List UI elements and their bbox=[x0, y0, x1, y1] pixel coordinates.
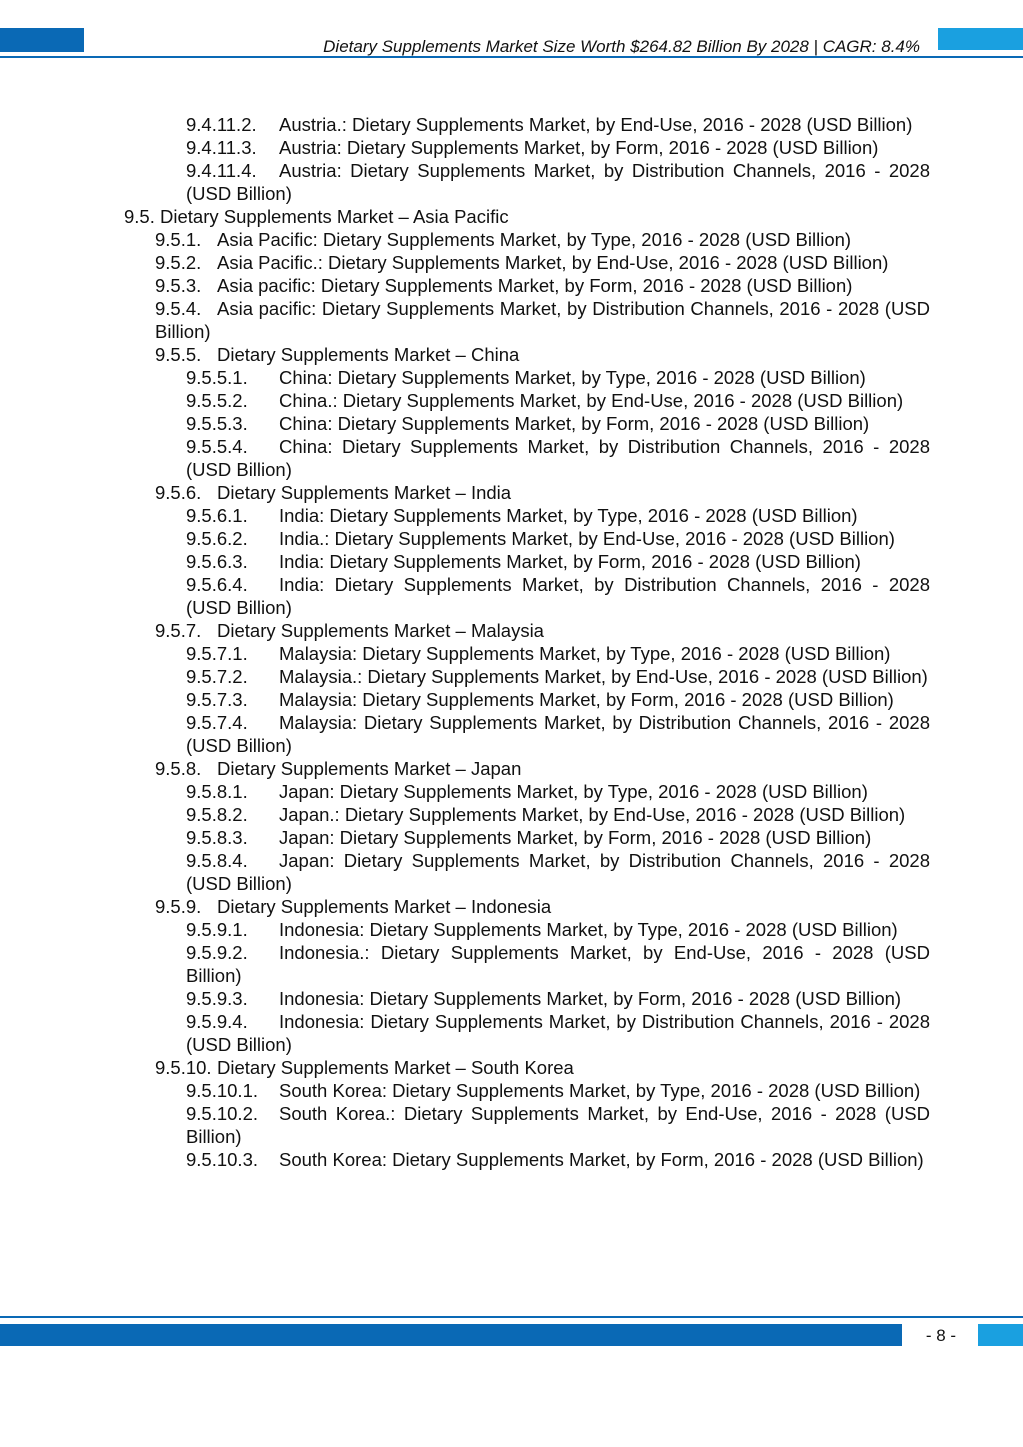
toc-entry bbox=[186, 1079, 930, 1102]
toc-entry-text: Austria: Dietary Supplements Market, by Distribution Channels, 2016 - 2028 (USD Billion) bbox=[186, 160, 930, 204]
toc-entry-text: Dietary Supplements Market – Malaysia bbox=[217, 620, 544, 641]
toc-entry-number: 9.5.9.1. bbox=[186, 919, 248, 940]
toc-entry bbox=[155, 481, 930, 504]
toc-entry-number: 9.5.2. bbox=[155, 252, 202, 273]
table-of-contents bbox=[0, 113, 1023, 1171]
toc-entry-text: China: Dietary Supplements Market, by Form, 2016 - 2028 (USD Billion) bbox=[279, 413, 870, 434]
toc-entry-number: 9.5.5. bbox=[155, 344, 202, 365]
toc-entry-number: 9.5.1. bbox=[155, 229, 202, 250]
toc-entry-number: 9.5.8. bbox=[155, 758, 202, 779]
toc-entry-text: South Korea.: Dietary Supplements Market, by End-Use, 2016 - 2028 (USD Billion) bbox=[186, 1103, 930, 1147]
toc-entry bbox=[186, 435, 930, 481]
toc-entry bbox=[186, 1010, 930, 1056]
toc-entry-text: Asia Pacific: Dietary Supplements Market, by Type, 2016 - 2028 (USD Billion) bbox=[217, 229, 852, 250]
toc-entry bbox=[186, 711, 930, 757]
toc-entry-text: Japan: Dietary Supplements Market, by Form, 2016 - 2028 (USD Billion) bbox=[279, 827, 872, 848]
toc-entry-text: Indonesia.: Dietary Supplements Market, by End-Use, 2016 - 2028 (USD Billion) bbox=[186, 942, 930, 986]
toc-entry-number: 9.5.9.4. bbox=[186, 1011, 248, 1032]
toc-entry-text: Austria: Dietary Supplements Market, by Form, 2016 - 2028 (USD Billion) bbox=[279, 137, 879, 158]
toc-entry-number: 9.5. bbox=[124, 206, 155, 227]
toc-entry bbox=[186, 113, 930, 136]
footer-rule bbox=[0, 1316, 1023, 1318]
toc-entry-text: Dietary Supplements Market – Asia Pacific bbox=[160, 206, 509, 227]
toc-entry bbox=[186, 918, 930, 941]
toc-entry-number: 9.4.11.2. bbox=[186, 114, 257, 135]
toc-entry-number: 9.4.11.4. bbox=[186, 160, 257, 181]
toc-entry-text: China.: Dietary Supplements Market, by End-Use, 2016 - 2028 (USD Billion) bbox=[279, 390, 904, 411]
toc-entry-text: China: Dietary Supplements Market, by Distribution Channels, 2016 - 2028 (USD Billion) bbox=[186, 436, 930, 480]
toc-entry-number: 9.5.8.2. bbox=[186, 804, 248, 825]
toc-entry bbox=[155, 1056, 930, 1079]
toc-entry-number: 9.5.10.2. bbox=[186, 1103, 259, 1124]
toc-entry-text: India.: Dietary Supplements Market, by End-Use, 2016 - 2028 (USD Billion) bbox=[279, 528, 895, 549]
toc-entry-text: Japan: Dietary Supplements Market, by Type, 2016 - 2028 (USD Billion) bbox=[279, 781, 868, 802]
toc-entry bbox=[186, 1102, 930, 1148]
toc-entry-number: 9.5.6.4. bbox=[186, 574, 248, 595]
header-accent-block-left bbox=[0, 28, 84, 52]
toc-entry-text: Malaysia: Dietary Supplements Market, by Distribution Channels, 2016 - 2028 (USD Billion) bbox=[186, 712, 930, 756]
toc-entry bbox=[155, 274, 930, 297]
toc-entry-text: Dietary Supplements Market – South Korea bbox=[217, 1057, 574, 1078]
toc-entry bbox=[186, 550, 930, 573]
toc-entry bbox=[186, 159, 930, 205]
toc-entry-number: 9.5.8.1. bbox=[186, 781, 248, 802]
toc-entry-number: 9.5.9. bbox=[155, 896, 202, 917]
header-rule bbox=[0, 56, 1023, 58]
toc-entry bbox=[186, 688, 930, 711]
toc-entry-text: Asia Pacific.: Dietary Supplements Market, by End-Use, 2016 - 2028 (USD Billion) bbox=[217, 252, 889, 273]
toc-entry-text: Austria.: Dietary Supplements Market, by End-Use, 2016 - 2028 (USD Billion) bbox=[279, 114, 913, 135]
toc-entry-text: South Korea: Dietary Supplements Market, by Type, 2016 - 2028 (USD Billion) bbox=[279, 1080, 921, 1101]
toc-entry-number: 9.5.8.4. bbox=[186, 850, 248, 871]
toc-entry bbox=[186, 642, 930, 665]
toc-entry-text: India: Dietary Supplements Market, by Distribution Channels, 2016 - 2028 (USD Billion) bbox=[186, 574, 930, 618]
toc-entry-text: India: Dietary Supplements Market, by Form, 2016 - 2028 (USD Billion) bbox=[279, 551, 861, 572]
toc-entry-text: Indonesia: Dietary Supplements Market, by Distribution Channels, 2016 - 2028 (USD Billion) bbox=[186, 1011, 930, 1055]
toc-entry bbox=[186, 527, 930, 550]
toc-entry bbox=[155, 228, 930, 251]
toc-entry bbox=[186, 504, 930, 527]
toc-entry bbox=[155, 895, 930, 918]
toc-entry-number: 9.5.6. bbox=[155, 482, 202, 503]
toc-entry-number: 9.5.4. bbox=[155, 298, 202, 319]
toc-entry bbox=[186, 1148, 930, 1171]
toc-entry bbox=[186, 389, 930, 412]
toc-entry bbox=[155, 297, 930, 343]
toc-entry bbox=[155, 757, 930, 780]
toc-entry-text: Indonesia: Dietary Supplements Market, by Type, 2016 - 2028 (USD Billion) bbox=[279, 919, 898, 940]
toc-entry bbox=[186, 665, 930, 688]
toc-entry bbox=[186, 573, 930, 619]
toc-entry-text: China: Dietary Supplements Market, by Type, 2016 - 2028 (USD Billion) bbox=[279, 367, 866, 388]
toc-entry bbox=[124, 205, 930, 228]
toc-entry-number: 9.5.10. bbox=[155, 1057, 212, 1078]
toc-entry-number: 9.5.5.3. bbox=[186, 413, 248, 434]
toc-entry-number: 9.5.8.3. bbox=[186, 827, 248, 848]
toc-entry-text: South Korea: Dietary Supplements Market, by Form, 2016 - 2028 (USD Billion) bbox=[279, 1149, 924, 1170]
toc-entry bbox=[155, 619, 930, 642]
toc-entry bbox=[186, 136, 930, 159]
toc-entry bbox=[186, 780, 930, 803]
toc-entry bbox=[186, 826, 930, 849]
toc-entry bbox=[186, 412, 930, 435]
toc-entry-text: Asia pacific: Dietary Supplements Market, by Distribution Channels, 2016 - 2028 (USD Billion) bbox=[155, 298, 930, 342]
toc-entry-number: 9.5.3. bbox=[155, 275, 202, 296]
toc-entry-number: 9.5.10.3. bbox=[186, 1149, 259, 1170]
toc-entry-number: 9.5.7. bbox=[155, 620, 202, 641]
toc-entry-number: 9.4.11.3. bbox=[186, 137, 257, 158]
toc-entry bbox=[186, 987, 930, 1010]
toc-entry-number: 9.5.10.1. bbox=[186, 1080, 259, 1101]
toc-entry-number: 9.5.7.4. bbox=[186, 712, 248, 733]
footer-bar bbox=[0, 1324, 902, 1346]
toc-entry-number: 9.5.6.2. bbox=[186, 528, 248, 549]
running-header-title: Dietary Supplements Market Size Worth $264.82 Billion By 2028 | CAGR: 8.4% bbox=[323, 37, 920, 56]
toc-entry bbox=[186, 803, 930, 826]
toc-entry-number: 9.5.6.3. bbox=[186, 551, 248, 572]
toc-entry-number: 9.5.5.1. bbox=[186, 367, 248, 388]
toc-entry-text: Dietary Supplements Market – China bbox=[217, 344, 520, 365]
toc-entry-number: 9.5.5.2. bbox=[186, 390, 248, 411]
toc-entry-text: Indonesia: Dietary Supplements Market, by Form, 2016 - 2028 (USD Billion) bbox=[279, 988, 902, 1009]
toc-entry-text: Japan.: Dietary Supplements Market, by End-Use, 2016 - 2028 (USD Billion) bbox=[279, 804, 906, 825]
toc-entry-text: Dietary Supplements Market – India bbox=[217, 482, 512, 503]
header-accent-block-right bbox=[938, 28, 1023, 50]
toc-entry-number: 9.5.5.4. bbox=[186, 436, 248, 457]
page-number: - 8 - bbox=[925, 1326, 957, 1345]
toc-entry-text: Asia pacific: Dietary Supplements Market, by Form, 2016 - 2028 (USD Billion) bbox=[217, 275, 853, 296]
toc-entry-number: 9.5.6.1. bbox=[186, 505, 248, 526]
toc-entry-number: 9.5.9.2. bbox=[186, 942, 248, 963]
toc-entry-number: 9.5.7.1. bbox=[186, 643, 248, 664]
toc-entry-number: 9.5.9.3. bbox=[186, 988, 248, 1009]
toc-entry-text: Japan: Dietary Supplements Market, by Distribution Channels, 2016 - 2028 (USD Billion) bbox=[186, 850, 930, 894]
toc-entry-text: Dietary Supplements Market – Japan bbox=[217, 758, 522, 779]
toc-entry bbox=[186, 366, 930, 389]
toc-entry-text: Dietary Supplements Market – Indonesia bbox=[217, 896, 552, 917]
toc-entry bbox=[155, 251, 930, 274]
toc-entry bbox=[155, 343, 930, 366]
footer-accent-block-right bbox=[978, 1324, 1023, 1346]
toc-entry-number: 9.5.7.2. bbox=[186, 666, 248, 687]
toc-entry bbox=[186, 849, 930, 895]
toc-entry-text: Malaysia: Dietary Supplements Market, by Form, 2016 - 2028 (USD Billion) bbox=[279, 689, 894, 710]
toc-entry-text: Malaysia: Dietary Supplements Market, by Type, 2016 - 2028 (USD Billion) bbox=[279, 643, 891, 664]
toc-entry-text: Malaysia.: Dietary Supplements Market, by End-Use, 2016 - 2028 (USD Billion) bbox=[279, 666, 928, 687]
toc-entry bbox=[186, 941, 930, 987]
toc-entry-text: India: Dietary Supplements Market, by Type, 2016 - 2028 (USD Billion) bbox=[279, 505, 858, 526]
toc-entry-number: 9.5.7.3. bbox=[186, 689, 248, 710]
